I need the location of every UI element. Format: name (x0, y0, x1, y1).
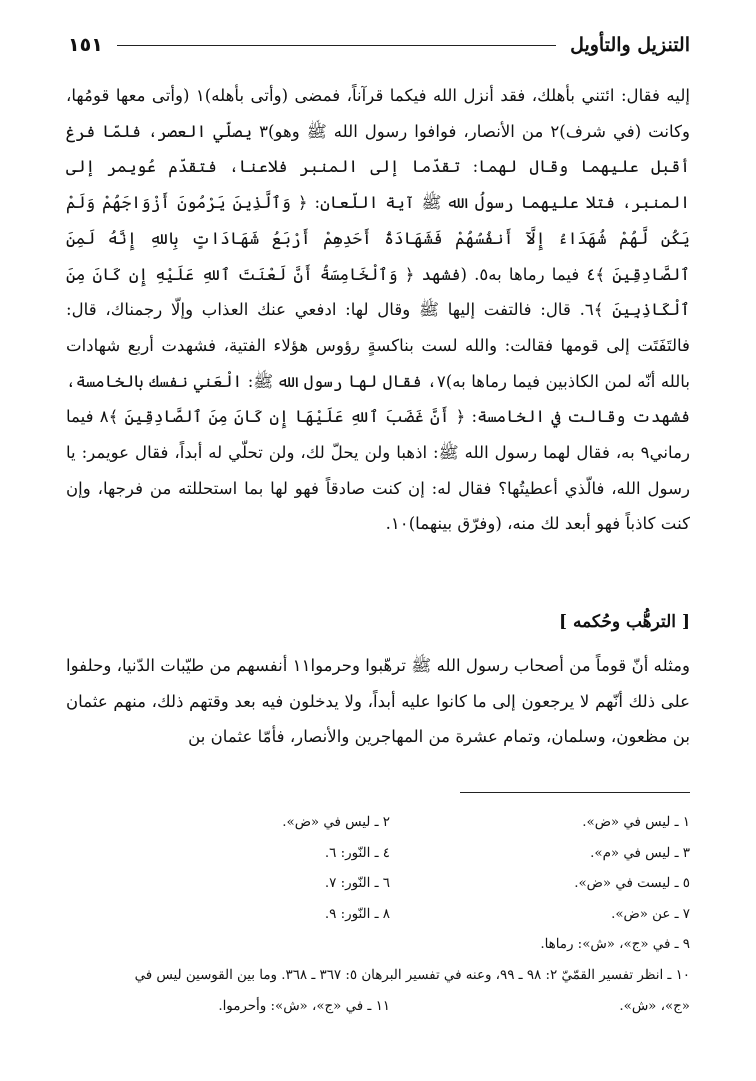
paragraph: إليه فقال: ائتني بأهلك، فقد أنزل الله فيكما قرآناً، فمضى (وأتى بأهله)١ (وأتى معها قومُها، وكانت (في شرف)٢ من الأنصار، فوافوا رسول الله ﷺ وهو)٣ يصلّي العصر، فلمّا فرغ أقبل عليهما وقال لهما: تقدّما إلى المنبر فلاعنا، فتقدّم عُويمر إلى المنبر، فتلا عليهما رسولُ الله ﷺ آية اللّعان: ﴿ وَٱلَّذِينَ يَرْمُونَ أَزْوَاجَهُمْ وَلَمْ يَكُن لَّهُمْ شُهَدَاءُ إِلَّآ أَنفُسُهُمْ فَشَهَادَةُ أَحَدِهِمْ أَرْبَعُ شَهَادَاتٍ بِاللهِ إِنَّهُ لَمِنَ ٱلصَّادِقِينَ ﴾٤ فيما رماها به٥. (فشهد ﴿ وَٱلْخَامِسَةُ أَنَّ لَعْنَتَ ٱللهِ عَلَيْهِ إِن كَانَ مِنَ ٱلْكَاذِبِينَ ﴾٦. قال: فالتفت إليها ﷺ وقال لها: ادفعي عنك العذاب وإلّا رجمناك، قال: فالتَفَتَت إلى قومها فقالت: والله لست بناكسةٍ رؤوس هؤلاء الفتية، فشهدت أربع شهادات بالله أنّه لمن الكاذبين فيما رماها به)٧، فقال لها رسول الله ﷺ: الْعَني نفسك بالخامسة، فشهدت وقالت في الخامسة: ﴿ أَنَّ غَضَبَ ٱللهِ عَلَيْهَا إِن كَانَ مِنَ ٱلصَّادِقِينَ ﴾٨ فيما رماني٩ به، فقال لهما رسول الله ﷺ: اذهبا ولن يحلّ لك، ولن تحلّي له أبداً، فقال عويمر: يا رسول الله، فالّذي أعطيتُها؟ فقال له: إن كنت صادقاً فهو لها بما استحللته من فرجها، وإن كنت كاذباً فهو أبعد لك منه، (وفرّق بينهما)١٠. (66, 86, 691, 534)
footnote: ٤ ـ النّور: ٦. (324, 845, 390, 861)
footnote: ٢ ـ ليس في «ض». (282, 815, 390, 830)
paragraph: ومثله أنّ قوماً من أصحاب رسول الله ﷺ ترهّبوا وحرموا١١ أنفسهم من طيّبات الدّنيا، وحلفوا على ذلك أنّهم لا يرجعون إلى ما كانوا عليه أبداً، ولا يدخلون فيه بعد وقتهم ذلك، منهم عثمان بن مظعون، وسلمان، وتمام عشرة من المهاجرين والأنصار، فأمّا عثمان بن (66, 656, 690, 747)
footnote-row (60, 992, 690, 1023)
footnote: ٨ ـ النّور: ٩. (324, 906, 390, 922)
footnote: ٣ ـ ليس في «م». (590, 845, 690, 861)
footnote-row (60, 900, 690, 931)
main-text-continued (66, 648, 690, 755)
footnote-separator (460, 792, 690, 793)
footnote: ٦ ـ النّور: ٧. (324, 876, 390, 892)
footnote: ٩ ـ في «ج»، «ش»: رماها. (540, 937, 690, 953)
section-heading: [ الترهُّب وحُكمه ] (559, 612, 690, 632)
footnote: ١ ـ ليس في «ض». (582, 815, 690, 830)
footnotes (60, 808, 690, 1022)
footnote: ١١ ـ في «ج»، «ش»: وأحرموا. (218, 998, 390, 1014)
footnote-row (60, 808, 690, 839)
page-header (68, 30, 690, 60)
footnote-row (60, 839, 690, 870)
footnote-row (60, 869, 690, 900)
running-title: التنزيل والتأويل (570, 34, 690, 56)
footnote: ٧ ـ عن «ض». (611, 906, 690, 922)
footnote: «ج»، «ش». (619, 998, 690, 1014)
page-number: ١٥١ (68, 34, 103, 56)
footnote: ٥ ـ ليست في «ض». (574, 876, 690, 892)
footnote: ١٠ ـ انظر تفسير القمّيّ ٢: ٩٨ ـ ٩٩، وعنه في تفسير البرهان ٥: ٣٦٧ ـ ٣٦٨. وما بين القوسين ليس في (134, 967, 690, 983)
main-text (66, 78, 690, 542)
header-rule (117, 45, 556, 46)
